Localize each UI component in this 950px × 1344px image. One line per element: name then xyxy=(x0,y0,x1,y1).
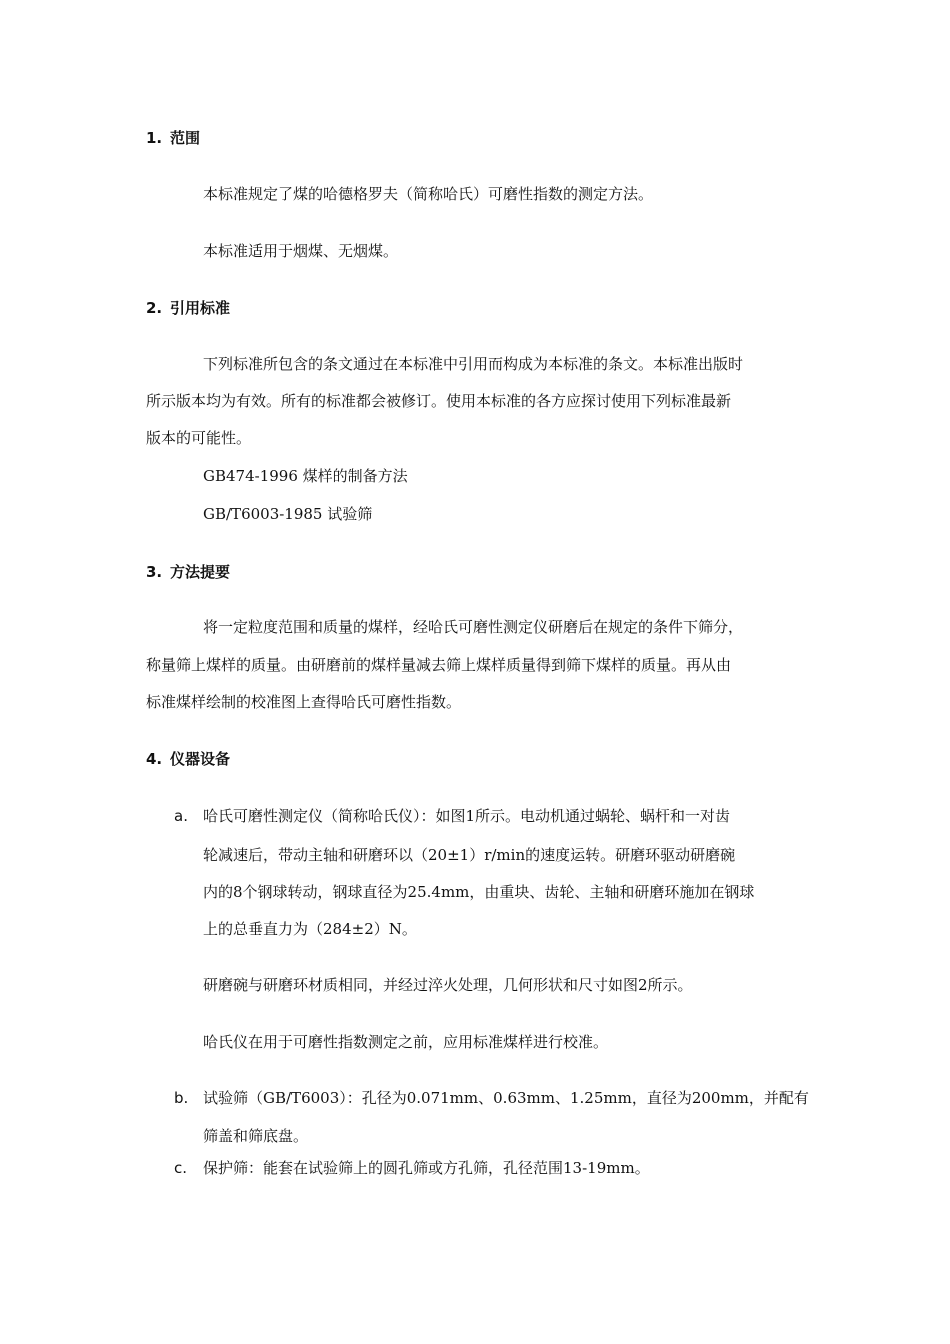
paragraph-line: 下列标准所包含的条文通过在本标准中引用而构成为本标准的条文。本标准出版时 xyxy=(203,355,744,373)
section-1-heading xyxy=(146,128,200,148)
section-title: 范围 xyxy=(170,129,201,147)
list-item-line: 上的总垂直力为（284±2）N。 xyxy=(203,920,417,938)
list-item-line: 保护筛：能套在试验筛上的圆孔筛或方孔筛，孔径范围13-19mm。 xyxy=(203,1159,650,1177)
list-item-line: 轮减速后，带动主轴和研磨环以（20±1）r/min的速度运转。研磨环驱动研磨碗 xyxy=(203,846,736,864)
section-title: 引用标准 xyxy=(170,299,231,317)
list-item-line: 哈氏可磨性测定仪（简称哈氏仪）：如图1所示。电动机通过蜗轮、蜗杆和一对齿 xyxy=(203,807,731,825)
paragraph-line: 版本的可能性。 xyxy=(146,429,252,447)
section-number: 2. xyxy=(146,299,163,317)
list-item-line: 内的8个钢球转动，钢球直径为25.4mm，由重块、齿轮、主轴和研磨环施加在钢球 xyxy=(203,883,755,901)
section-2-heading xyxy=(146,298,230,318)
section-title: 仪器设备 xyxy=(170,750,231,768)
paragraph-line: 标准煤样绘制的校准图上查得哈氏可磨性指数。 xyxy=(146,693,462,711)
section-4-heading xyxy=(146,749,230,769)
section-number: 4. xyxy=(146,750,163,768)
paragraph: 哈氏仪在用于可磨性指数测定之前，应用标准煤样进行校准。 xyxy=(203,1033,609,1051)
list-marker-b: b. xyxy=(174,1089,189,1107)
list-marker-c: c. xyxy=(174,1159,188,1177)
paragraph-line: 称量筛上煤样的质量。由研磨前的煤样量减去筛上煤样质量得到筛下煤样的质量。再从由 xyxy=(146,656,732,674)
list-item-line: 试验筛（GB/T6003）：孔径为0.071mm、0.63mm、1.25mm，直径为200mm，并配有 xyxy=(203,1089,809,1107)
section-3-heading xyxy=(146,562,230,582)
paragraph-line: 将一定粒度范围和质量的煤样，经哈氏可磨性测定仪研磨后在规定的条件下筛分， xyxy=(203,618,744,636)
section-number: 3. xyxy=(146,563,163,581)
paragraph: 研磨碗与研磨环材质相同，并经过淬火处理，几何形状和尺寸如图2所示。 xyxy=(203,976,693,994)
reference-item: GB/T6003-1985 试验筛 xyxy=(203,505,373,523)
reference-item: GB474-1996 煤样的制备方法 xyxy=(203,467,408,485)
paragraph: 本标准规定了煤的哈德格罗夫（简称哈氏）可磨性指数的测定方法。 xyxy=(203,185,654,203)
paragraph: 本标准适用于烟煤、无烟煤。 xyxy=(203,242,399,260)
section-title: 方法提要 xyxy=(170,563,231,581)
paragraph-line: 所示版本均为有效。所有的标准都会被修订。使用本标准的各方应探讨使用下列标准最新 xyxy=(146,392,732,410)
list-marker-a: a. xyxy=(174,807,188,825)
section-number: 1. xyxy=(146,129,163,147)
list-item-line: 筛盖和筛底盘。 xyxy=(203,1127,309,1145)
